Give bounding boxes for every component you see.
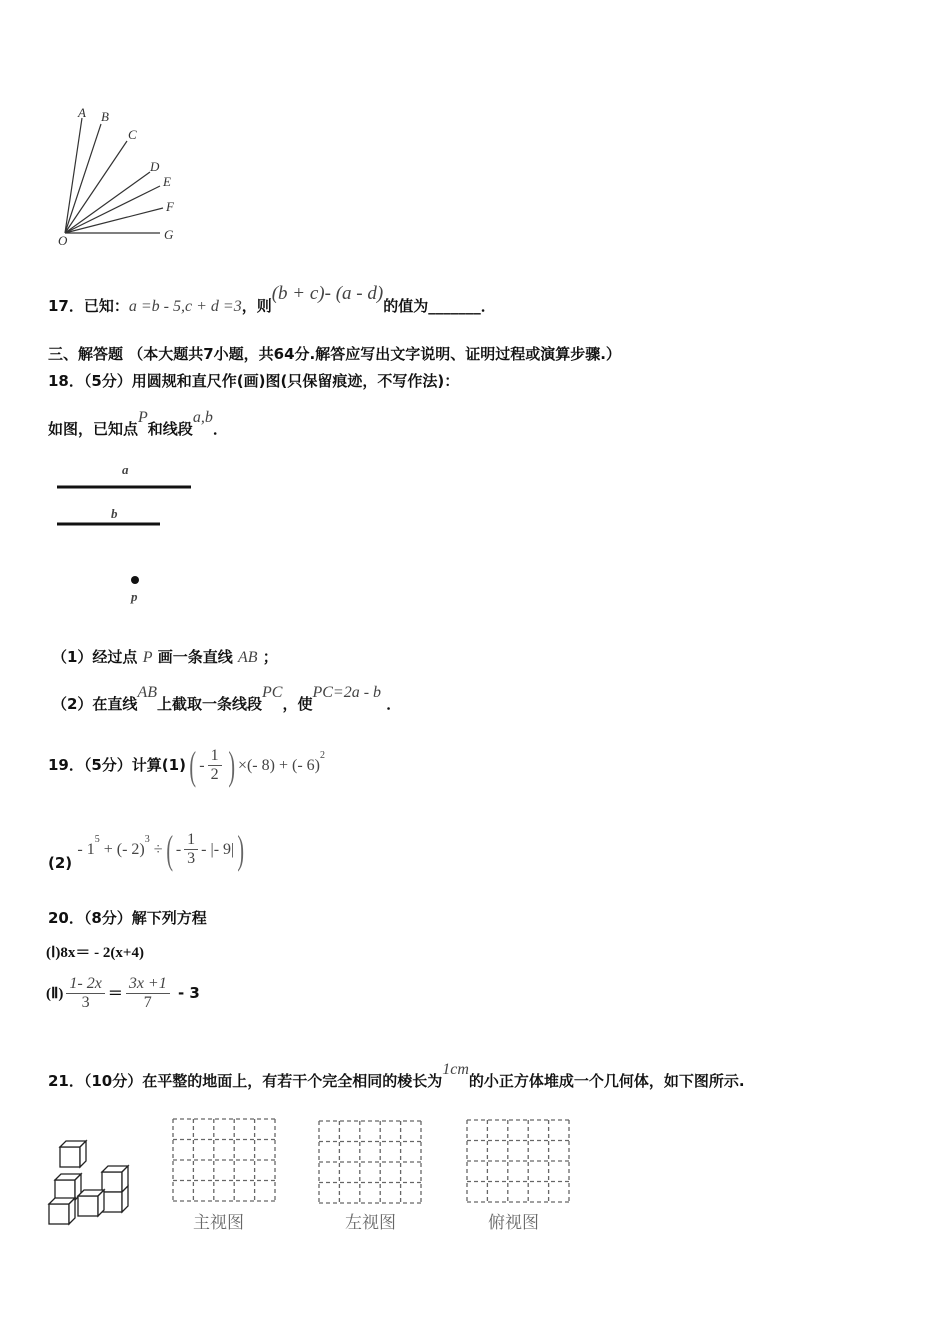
label-e: E: [163, 174, 171, 189]
q20-part1: (Ⅰ)8x＝ - 2(x+4): [46, 945, 144, 961]
q21-suffix: 的小正方体堆成一个几何体，如下图所示.: [468, 1072, 745, 1090]
q18-part2-equation: PC=2a - b: [312, 684, 382, 701]
segment-a-label: a: [122, 462, 129, 477]
ray-oe: [65, 186, 160, 233]
label-a: A: [78, 105, 86, 120]
label-b: B: [101, 109, 109, 124]
q20-p2-num2: 3x +1: [126, 975, 170, 994]
q18-segments-ab: a,b: [192, 409, 213, 426]
q18-part2-pc: PC: [262, 684, 283, 701]
q18-part1-p: P: [142, 649, 153, 666]
q17-expression: (b + c)- (a - d): [271, 283, 384, 304]
segment-b-label: b: [111, 506, 118, 521]
label-f: F: [166, 199, 174, 214]
q18-part2: [52, 684, 402, 714]
q18-given-prefix: 如图，已知点: [48, 420, 139, 438]
q19-p1-denominator: 2: [210, 766, 219, 783]
label-d: D: [150, 159, 160, 174]
q18-part2-ab: AB: [137, 684, 157, 701]
ray-od: [65, 172, 150, 233]
q20-title: 20．（8分）解下列方程: [48, 909, 207, 927]
point-p-label: p: [131, 589, 138, 604]
q19-p1-rest: ×(- 8) + (- 6): [237, 757, 320, 774]
angle-figure: [65, 118, 163, 233]
grid-left-view[interactable]: [318, 1120, 420, 1202]
q19-p2-minus: -: [175, 841, 182, 858]
q19-p2-lead: - 1: [77, 841, 95, 858]
q18-part1-prefix: （1）经过点: [52, 648, 138, 666]
q19-p2-denominator: 3: [187, 850, 196, 867]
q19-p2-mid: + (- 2): [99, 841, 145, 858]
q18-part1: [52, 646, 278, 667]
q18-given-mid: 和线段: [147, 420, 193, 438]
q18-given-end: ．: [212, 420, 228, 438]
question-17: [48, 283, 496, 317]
q19-part1: 19．（5分）计算(1)( - $\frac{1}{2}$ ) ×(- 8) + (- 6)$^2$: [48, 743, 325, 788]
q19-p2-exp2: 3: [144, 834, 150, 845]
ray-ob: [65, 124, 101, 233]
q17-suffix: 的值为_______．: [383, 297, 496, 315]
label-c: C: [128, 127, 137, 142]
caption-top-view: 俯视图: [488, 1213, 539, 1233]
q18-title: 18．（5分）用圆规和直尺作(画)图(只保留痕迹，不写作法)：: [48, 372, 460, 390]
q19-p2-label: (2): [48, 854, 73, 872]
q18-point-p: P: [138, 409, 148, 426]
q18-part2-prefix: （2）在直线: [52, 695, 138, 713]
q19-p2-abs: - |- 9|: [201, 841, 235, 858]
q20-part2: [46, 975, 200, 1012]
label-o: O: [58, 233, 68, 248]
grid-top-view[interactable]: [466, 1119, 568, 1201]
q18-part1-end: ；: [262, 648, 278, 666]
q20-p2-label: (Ⅱ): [46, 986, 64, 1002]
q21-text: [48, 1061, 745, 1091]
q17-condition: a =b - 5,c + d =3: [128, 298, 242, 315]
q20-p2-equals: ＝: [107, 984, 123, 1002]
caption-left-view: 左视图: [345, 1213, 396, 1233]
q17-mid: ，则: [241, 297, 272, 315]
q21-prefix: 21．（10分）在平整的地面上，有若干个完全相同的棱长为: [48, 1072, 443, 1090]
q18-given: [48, 409, 228, 439]
q19-part2: $(2) - 1^5$ + (- 2)$^3$ ÷( - $\frac{1}{3}$ - |- 9|): [48, 827, 245, 872]
q19-p1-numerator: 1: [208, 747, 222, 766]
q20-p2-num1: 1- 2x: [66, 975, 104, 994]
q19-p2-div: ÷: [149, 841, 163, 858]
q19-title: 19．（5分）计算(1): [48, 756, 186, 774]
q19-p2-exp1: 5: [94, 834, 100, 845]
q21-unit: 1cm: [442, 1061, 469, 1078]
q18-part2-mid2: ，使: [282, 695, 313, 713]
point-p: [131, 576, 139, 584]
section-3-heading: 三、解答题 （本大题共7小题，共64分.解答应写出文字说明、证明过程或演算步骤.）: [48, 345, 621, 363]
q20-p2-tail: - 3: [177, 984, 200, 1002]
q19-p1-exponent: 2: [319, 750, 325, 761]
q18-part1-mid: 画一条直线: [157, 648, 233, 666]
grid-front-view[interactable]: [172, 1118, 274, 1200]
label-g: G: [164, 227, 174, 242]
q18-part2-mid: 上截取一条线段: [157, 695, 263, 713]
q19-p2-numerator: 1: [184, 831, 198, 850]
segments-figure: [57, 487, 191, 584]
q19-p1-minus: -: [199, 757, 205, 774]
q17-prefix: 17．已知：: [48, 297, 129, 315]
cube-stack-figure: [49, 1141, 128, 1224]
q18-part2-end: ．: [386, 695, 402, 713]
q18-part1-ab: AB: [237, 649, 258, 666]
q20-p2-den2: 7: [143, 994, 152, 1011]
ray-oa: [65, 118, 82, 233]
q20-p2-den1: 3: [81, 994, 90, 1011]
caption-front-view: 主视图: [193, 1213, 244, 1233]
